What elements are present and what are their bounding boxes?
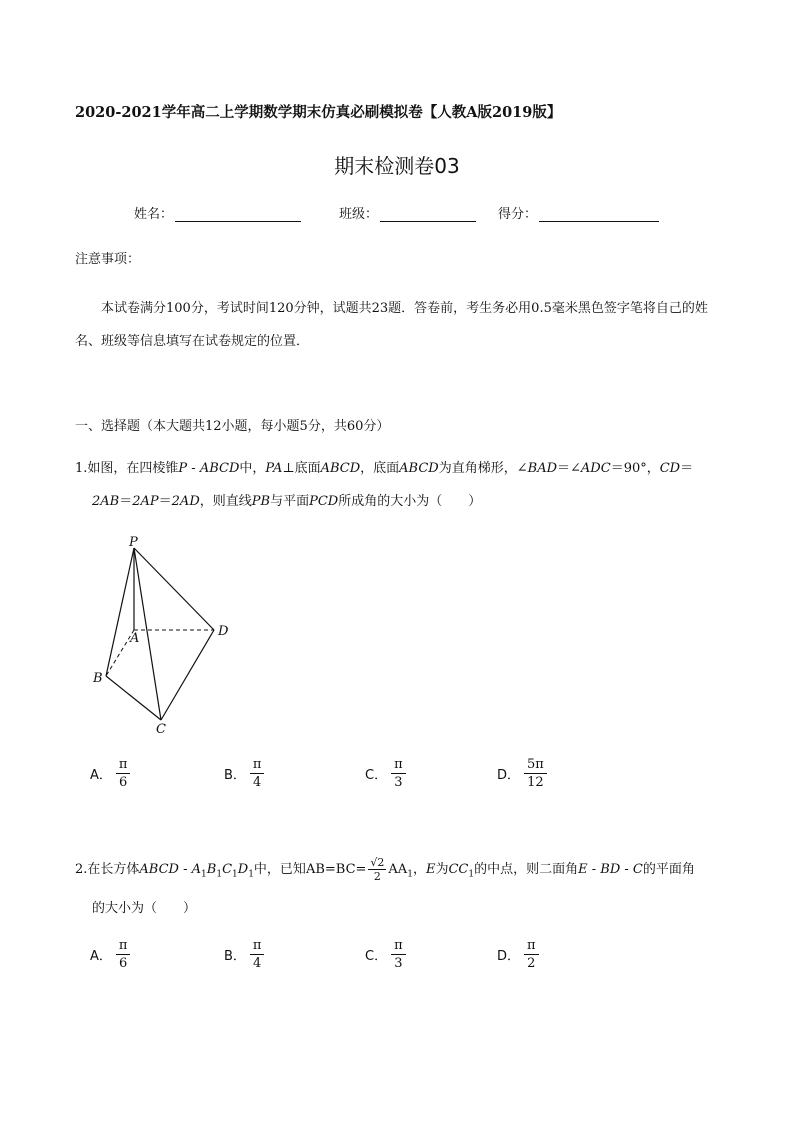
q1-text: ，则直线 [199, 494, 252, 509]
q2-math: E [425, 862, 436, 877]
q2-option-d[interactable] [497, 938, 539, 971]
q2-math: CC [448, 862, 469, 877]
fraction-denominator: 3 [394, 956, 403, 971]
option-fraction [524, 938, 539, 971]
option-label: A． [90, 768, 112, 783]
q2-subscript: 1 [216, 869, 223, 880]
q2-subscript: 1 [248, 869, 254, 880]
question-2 [75, 853, 725, 925]
label-d: D [218, 624, 229, 639]
q2-math: E - BD - C [578, 862, 643, 877]
q1-math: PB [251, 494, 271, 509]
notice-body: 本试卷满分100分，考试时间120分钟，试题共23题．答卷前，考生务必用0.5毫米黑色签字笔将自己的姓名、班级等信息填写在试卷规定的位置． [75, 301, 708, 349]
fraction-numerator: π [391, 938, 406, 955]
q1-text: 与平面 [270, 494, 310, 509]
fraction-denominator: 12 [527, 775, 544, 790]
score-field [498, 203, 659, 222]
q1-math: ABCD [320, 461, 361, 476]
fraction-numerator: π [250, 938, 265, 955]
q1-option-a[interactable] [90, 757, 130, 790]
q2-text: 的中点，则二面角 [474, 862, 579, 877]
fraction-numerator: π [391, 757, 406, 774]
page-title: 期末检测卷03 [334, 154, 460, 178]
q1-math: PCD [309, 494, 339, 509]
q1-option-b[interactable] [224, 757, 264, 790]
score-blank[interactable] [539, 207, 659, 222]
q2-text: ， [412, 862, 426, 877]
q2-equation: AB=BC= [305, 862, 367, 877]
option-label: C． [365, 768, 388, 783]
class-field [339, 203, 476, 222]
fraction-numerator: π [524, 938, 539, 955]
q1-math: 2AD [171, 494, 200, 509]
q1-math: PA [265, 461, 283, 476]
q2-math: ABCD - A [139, 862, 202, 877]
class-label: 班级： [339, 207, 379, 222]
name-label: 姓名： [134, 207, 174, 222]
fraction-numerator: 5π [524, 757, 547, 774]
option-label: B． [224, 949, 246, 964]
q1-text: ＝ [158, 494, 172, 509]
sqrt2-over-2-fraction [368, 856, 386, 883]
option-label: A． [90, 949, 112, 964]
option-label: D． [497, 949, 521, 964]
q2-text: 在长方体 [87, 862, 140, 877]
q2-option-c[interactable] [365, 938, 406, 971]
fraction-denominator: 3 [394, 775, 403, 790]
q1-text: ＝ [119, 494, 133, 509]
q1-math: CD [659, 461, 681, 476]
q2-subscript: 1 [407, 869, 413, 880]
q2-subscript: 1 [201, 869, 207, 880]
q2-subscript: 1 [232, 869, 238, 880]
option-fraction [250, 757, 265, 790]
q1-math: ∠BAD [516, 461, 558, 476]
fraction-denominator: 2 [373, 870, 381, 883]
label-b: B [93, 671, 103, 686]
name-field [134, 203, 301, 222]
pyramid-figure [80, 530, 250, 740]
q2-text: 为 [435, 862, 449, 877]
fraction-numerator: √2 [370, 856, 385, 869]
fraction-numerator: π [116, 938, 131, 955]
edge-cd [161, 630, 214, 720]
option-label: C． [365, 949, 388, 964]
fraction-denominator: 6 [119, 956, 128, 971]
q1-text: ，底面 [360, 461, 400, 476]
q1-text: 如图，在四棱锥 [87, 461, 179, 476]
q1-option-c[interactable] [365, 757, 406, 790]
q2-math: C [222, 862, 233, 877]
q1-text: 中， [239, 461, 266, 476]
option-fraction [524, 757, 547, 790]
q2-option-b[interactable] [224, 938, 264, 971]
option-fraction [391, 757, 406, 790]
option-fraction [116, 938, 131, 971]
q1-math: ∠ADC [570, 461, 611, 476]
fraction-denominator: 2 [527, 956, 536, 971]
exam-header: 2020-2021学年高二上学期数学期末仿真必刷模拟卷【人教A版2019版】 [75, 104, 562, 121]
edge-bc [106, 676, 161, 720]
q1-math: 2AB [92, 494, 120, 509]
q1-option-d[interactable] [497, 757, 547, 790]
question-1 [75, 452, 725, 518]
edge-pb [106, 548, 134, 676]
class-blank[interactable] [380, 207, 476, 222]
q2-continuation: 的大小为（ ） [92, 900, 197, 916]
notice-heading: 注意事项： [75, 252, 141, 267]
q2-text: 的平面角 [642, 862, 695, 877]
label-c: C [156, 722, 166, 737]
q1-math: 2AP [132, 494, 159, 509]
q1-text: 所成角的大小为（ ） [338, 494, 482, 509]
fraction-denominator: 6 [119, 775, 128, 790]
fraction-denominator: 4 [253, 956, 262, 971]
q1-text: ＝ [557, 461, 571, 476]
q2-option-a[interactable] [90, 938, 130, 971]
q1-math: P - ABCD [178, 461, 240, 476]
label-p: P [129, 535, 138, 550]
q2-math: D [237, 862, 249, 877]
q2-equation: AA [388, 862, 408, 877]
q2-subscript: 1 [468, 869, 475, 880]
q2-math: B [206, 862, 217, 877]
q1-number: 1. [75, 461, 88, 476]
label-a: A [130, 631, 140, 646]
fraction-denominator: 4 [253, 775, 262, 790]
q2-text: 中，已知 [253, 862, 306, 877]
score-label: 得分： [498, 207, 538, 222]
fraction-numerator: π [116, 757, 131, 774]
q1-math: ABCD [399, 461, 439, 476]
option-label: B． [224, 768, 246, 783]
q1-continuation [75, 485, 725, 518]
q1-text: ＝90°， [610, 461, 660, 476]
section-heading: 一、选择题（本大题共12小题，每小题5分，共60分） [75, 419, 390, 434]
option-fraction [391, 938, 406, 971]
option-fraction [250, 938, 265, 971]
q1-text: ⊥底面 [282, 461, 321, 476]
fraction-numerator: π [250, 757, 265, 774]
edge-pd [134, 548, 214, 630]
q1-text: 为直角梯形， [438, 461, 517, 476]
option-label: D． [497, 768, 521, 783]
name-blank[interactable] [175, 207, 301, 222]
option-fraction [116, 757, 131, 790]
q1-text: ＝ [680, 461, 694, 476]
q2-number: 2. [75, 862, 88, 877]
